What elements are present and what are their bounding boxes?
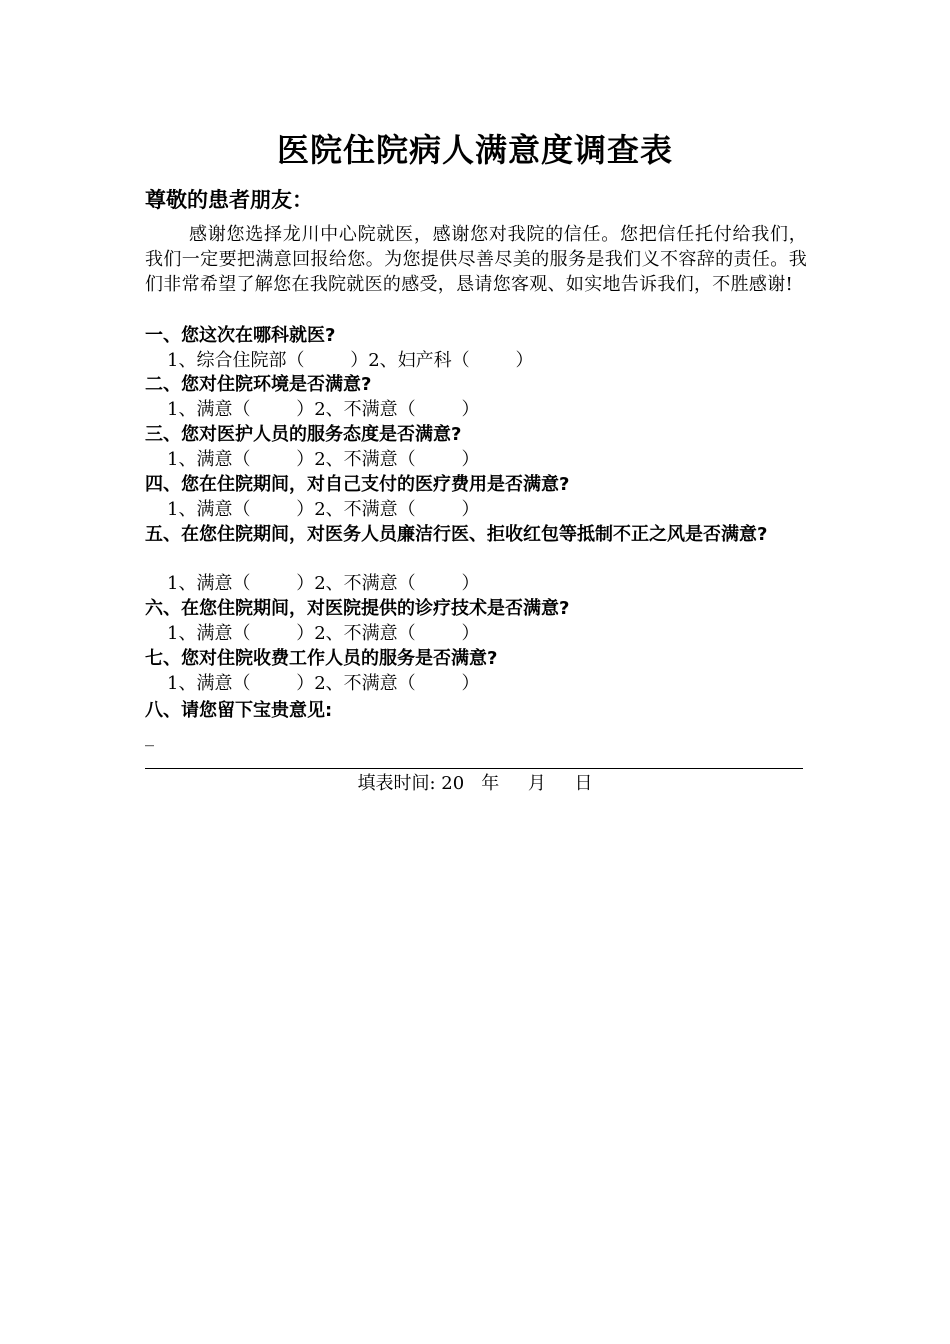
question-4: 四、您在住院期间，对自己支付的医疗费用是否满意?	[145, 474, 570, 495]
question-6-options[interactable]: 1、满意（ ）2、不满意（ ）	[167, 623, 480, 644]
question-4-options[interactable]: 1、满意（ ）2、不满意（ ）	[167, 499, 480, 520]
question-3: 三、您对医护人员的服务态度是否满意?	[145, 424, 462, 445]
page-title: 医院住院病人满意度调查表	[276, 131, 673, 169]
question-5: 五、在您住院期间，对医务人员廉洁行医、拒收红包等抵制不正之风是否满意?	[145, 524, 768, 545]
greeting: 尊敬的患者朋友：	[145, 188, 313, 212]
comment-underline	[145, 768, 803, 769]
question-7: 七、您对住院收费工作人员的服务是否满意?	[145, 648, 498, 669]
question-2-options[interactable]: 1、满意（ ）2、不满意（ ）	[167, 399, 480, 420]
question-7-options[interactable]: 1、满意（ ）2、不满意（ ）	[167, 673, 480, 694]
question-6: 六、在您住院期间，对医院提供的诊疗技术是否满意?	[145, 598, 570, 619]
question-1: 一、您这次在哪科就医?	[145, 325, 336, 346]
fill-date-line: 填表时间: 20 年 月 日	[357, 773, 593, 794]
question-2: 二、您对住院环境是否满意?	[145, 374, 372, 395]
question-3-options[interactable]: 1、满意（ ）2、不满意（ ）	[167, 449, 480, 470]
question-8: 八、请您留下宝贵意见:	[145, 700, 333, 721]
comment-field-marker[interactable]: _	[145, 726, 154, 747]
intro-paragraph: 感谢您选择龙川中心院就医，感谢您对我院的信任。您把信任托付给我们，我们一定要把满意回报给您。为您提供尽善尽美的服务是我们义不容辞的责任。我们非常希望了解您在我院就医的感受，恳请您客观、如实地告诉我们，不胜感谢!	[145, 224, 807, 295]
question-1-options[interactable]: 1、综合住院部（ ）2、妇产科（ ）	[167, 350, 534, 371]
question-5-options[interactable]: 1、满意（ ）2、不满意（ ）	[167, 573, 480, 594]
